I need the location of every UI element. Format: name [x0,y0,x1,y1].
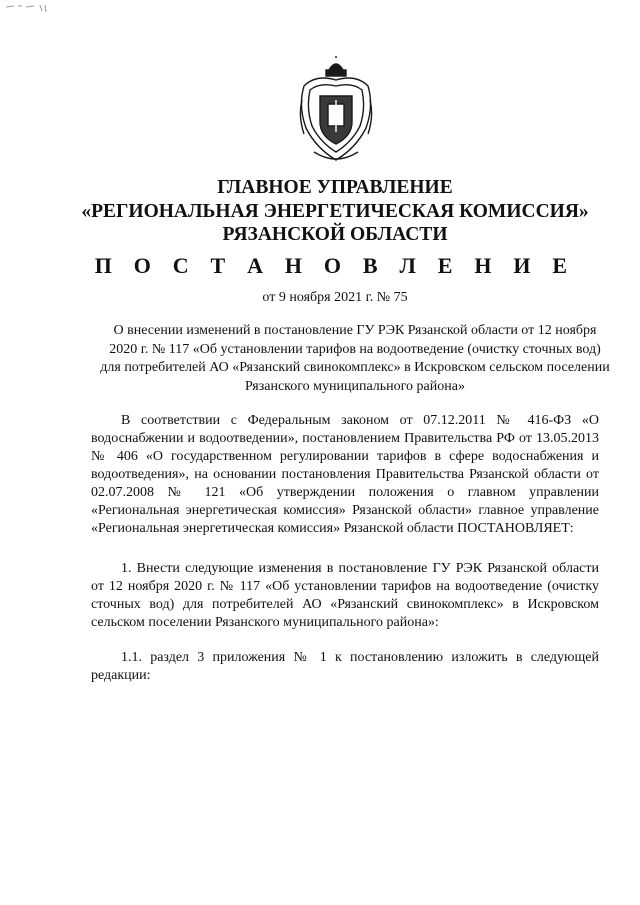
document-type-title: П О С Т А Н О В Л Е Н И Е [94,253,576,278]
authority-name-line3: РЯЗАНСКОЙ ОБЛАСТИ [222,224,448,245]
preamble-paragraph: В соответствии с Федеральным законом от 07.12.2011 № 416-ФЗ «О водоснабжении и водоотведении», постановлением Правительства РФ от 13.05.2013 № 406 «О государственном регулировании тарифов в сфере водоснабжения и водоотведения», на основании постановления Правительства Рязанской области от 02.07.2008 № 121 «Об утверждении положения о главном управлении «Региональная энергетическая комиссия» Рязанской области» главное управление «Региональная энергетическая комиссия» Рязанской области ПОСТАНОВЛЯЕТ: [91,413,599,536]
authority-name-line2: «РЕГИОНАЛЬНАЯ ЭНЕРГЕТИЧЕСКАЯ КОМИССИЯ» [81,201,589,222]
item-1-1-paragraph: 1.1. раздел 3 приложения № 1 к постановлению изложить в следующей редакции: [91,650,599,683]
scan-mark [4,2,56,16]
coat-of-arms-emblem [296,56,376,166]
authority-name-line1: ГЛАВНОЕ УПРАВЛЕНИЕ [217,177,453,198]
document-subject: О внесении изменений в постановление ГУ РЭК Рязанской области от 12 ноября 2020 г. № 117 «Об установлении тарифов на водоотведение (очистку сточных вод) для потребителей АО «Рязанский свинокомплекс» в Искровском сельском поселении Рязанского муниципального района» [100,323,610,394]
document-date-number: от 9 ноября 2021 г. № 75 [262,290,408,305]
item-1-paragraph: 1. Внести следующие изменения в постановление ГУ РЭК Рязанской области от 12 ноября 2020 г. № 117 «Об установлении тарифов на водоотведение (очистку сточных вод) для потребителей АО «Рязанский свинокомплекс» в Искровском сельском поселении Рязанского муниципального района»: [91,561,599,630]
